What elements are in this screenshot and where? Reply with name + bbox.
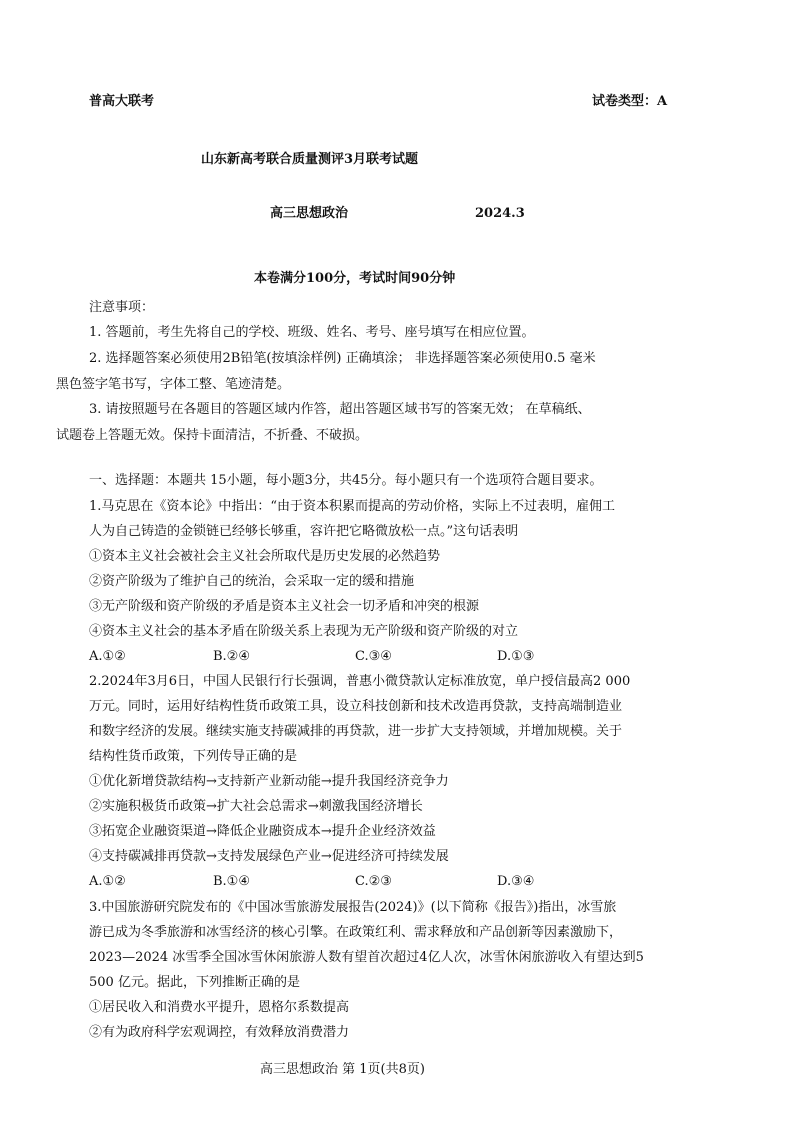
question-stem: 2.2024年3月6日，中国人民银行行长强调，普惠小微贷款认定标准放宽，单户授信最高2 000 [89,674,631,689]
notice-item: 2. 选择题答案必须使用2B铅笔(按填涂样例) 正确填涂； 非选择题答案必须使用0.5 毫米 [89,351,596,366]
exam-brand: 普高大联考 [89,94,155,109]
section-heading: 一、选择题：本题共 15小题，每小题3分，共45分。每小题只有一个选项符合题目要求。 [89,473,603,488]
option-c: C.③④ [355,649,392,664]
question-stem: 1.马克思在《资本论》中指出：“由于资本积累而提高的劳动价格，实际上不过表明，雇佣工 [89,499,616,514]
notice-item: 3. 请按照题号在各题目的答题区域内作答，超出答题区域书写的答案无效； 在草稿纸、 [89,402,591,417]
question-item: ④支持碳减排再贷款→支持发展绿色产业→促进经济可持续发展 [89,849,449,864]
score-info: 本卷满分100分，考试时间90分钟 [254,271,456,286]
question-stem: 3.中国旅游研究院发布的《中国冰雪旅游发展报告(2024)》(以下简称《报告》)指出，冰雪旅 [89,900,617,915]
question-stem: 人为自己铸造的金锁链已经够长够重，容许把它略微放松一点。”这句话表明 [89,524,519,539]
option-a: A.①② [89,874,126,889]
option-c: C.②③ [355,874,392,889]
question-item: ②有为政府科学宏观调控，有效释放消费潜力 [89,1025,350,1040]
question-stem: 万元。同时，运用好结构性货币政策工具，设立科技创新和技术改造再贷款，支持高端制造业 [89,699,623,714]
question-item: ②实施积极货币政策→扩大社会总需求→刺激我国经济增长 [89,799,423,814]
notice-item: 试题卷上答题无效。保持卡面清洁，不折叠、不破损。 [56,428,369,443]
page-footer: 高三思想政治 第 1页(共8页) [260,1062,425,1077]
option-d: D.①③ [497,649,535,664]
paper-type: 试卷类型：A [592,94,668,109]
question-item: ①资本主义社会被社会主义社会所取代是历史发展的必然趋势 [89,549,441,564]
subject-name: 高三思想政治 [270,206,349,221]
notice-item: 黑色签字笔书写，字体工整、笔迹清楚。 [56,377,291,392]
notice-heading: 注意事项： [89,300,155,315]
question-stem: 500 亿元。据此，下列推断正确的是 [89,975,300,990]
question-item: ③拓宽企业融资渠道→降低企业融资成本→提升企业经济效益 [89,824,436,839]
option-d: D.③④ [497,874,535,889]
question-stem: 游已成为冬季旅游和冰雪经济的核心引擎。在政策红利、需求释放和产品创新等因素激励下， [89,925,623,940]
question-item: ①居民收入和消费水平提升，恩格尔系数提高 [89,1000,350,1015]
question-item: ①优化新增贷款结构→支持新产业新动能→提升我国经济竞争力 [89,774,449,789]
question-stem: 2023—2024 冰雪季全国冰雪休闲旅游人数有望首次超过4亿人次，冰雪休闲旅游收入有望达到5 [89,950,644,965]
question-stem: 和数字经济的发展。继续实施支持碳减排的再贷款，进一步扩大支持领域，并增加规模。关于 [89,724,623,739]
exam-date: 2024.3 [475,206,525,221]
exam-title: 山东新高考联合质量测评3月联考试题 [201,152,419,167]
question-item: ②资产阶级为了维护自己的统治，会采取一定的缓和措施 [89,574,415,589]
question-stem: 结构性货币政策，下列传导正确的是 [89,749,298,764]
option-b: B.②④ [213,649,250,664]
notice-item: 1. 答题前，考生先将自己的学校、班级、姓名、考号、座号填写在相应位置。 [89,325,535,340]
option-b: B.①④ [213,874,250,889]
option-a: A.①② [89,649,126,664]
question-item: ④资本主义社会的基本矛盾在阶级关系上表现为无产阶级和资产阶级的对立 [89,624,519,639]
question-item: ③无产阶级和资产阶级的矛盾是资本主义社会一切矛盾和冲突的根源 [89,599,480,614]
